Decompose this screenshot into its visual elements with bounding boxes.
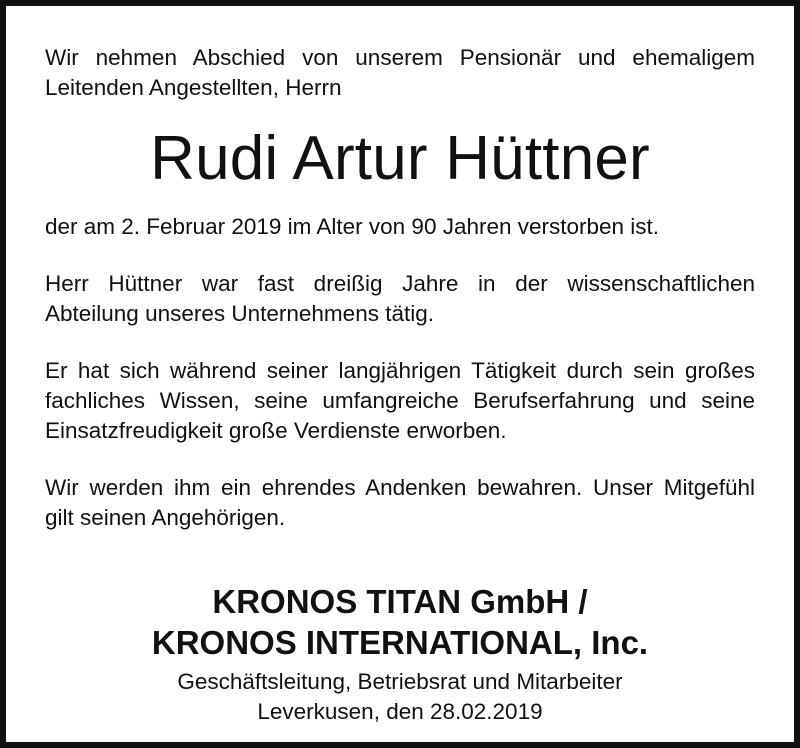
career-paragraph bbox=[45, 269, 755, 329]
remembrance-line-2: gilt seinen Angehörigen. bbox=[45, 505, 286, 530]
place-date-line: Leverkusen, den 28.02.2019 bbox=[257, 699, 543, 724]
death-statement: der am 2. Februar 2019 im Alter von 90 Jahren verstorben ist. bbox=[45, 214, 660, 239]
career-line-2: Abteilung unseres Unternehmens tätig. bbox=[45, 301, 434, 326]
career-line-1: Herr Hüttner war fast dreißig Jahre in der wissenschaftlichen bbox=[45, 271, 755, 296]
intro-paragraph bbox=[45, 43, 755, 103]
merits-line-2: fachliches Wissen, seine umfangreiche Berufserfahrung und seine bbox=[45, 388, 755, 413]
remembrance-paragraph bbox=[45, 473, 755, 533]
intro-line-1: Wir nehmen Abschied von unserem Pensionär und ehemaligem bbox=[45, 45, 755, 70]
company-name-2: KRONOS INTERNATIONAL, Inc. bbox=[151, 624, 649, 661]
intro-line-2: Leitenden Angestellten, Herrn bbox=[45, 75, 342, 100]
company-name-1: KRONOS TITAN GmbH / bbox=[212, 583, 588, 620]
merits-paragraph bbox=[45, 356, 755, 446]
merits-line-3: Einsatzfreudigkeit große Verdienste erworben. bbox=[45, 418, 507, 443]
remembrance-line-1: Wir werden ihm ein ehrendes Andenken bewahren. Unser Mitgefühl bbox=[45, 475, 755, 500]
merits-line-1: Er hat sich während seiner langjährigen Tätigkeit durch sein großes bbox=[45, 358, 755, 383]
departments-line: Geschäftsleitung, Betriebsrat und Mitarbeiter bbox=[177, 669, 623, 694]
deceased-name: Rudi Artur Hüttner bbox=[150, 124, 650, 193]
signature-block bbox=[45, 581, 755, 727]
